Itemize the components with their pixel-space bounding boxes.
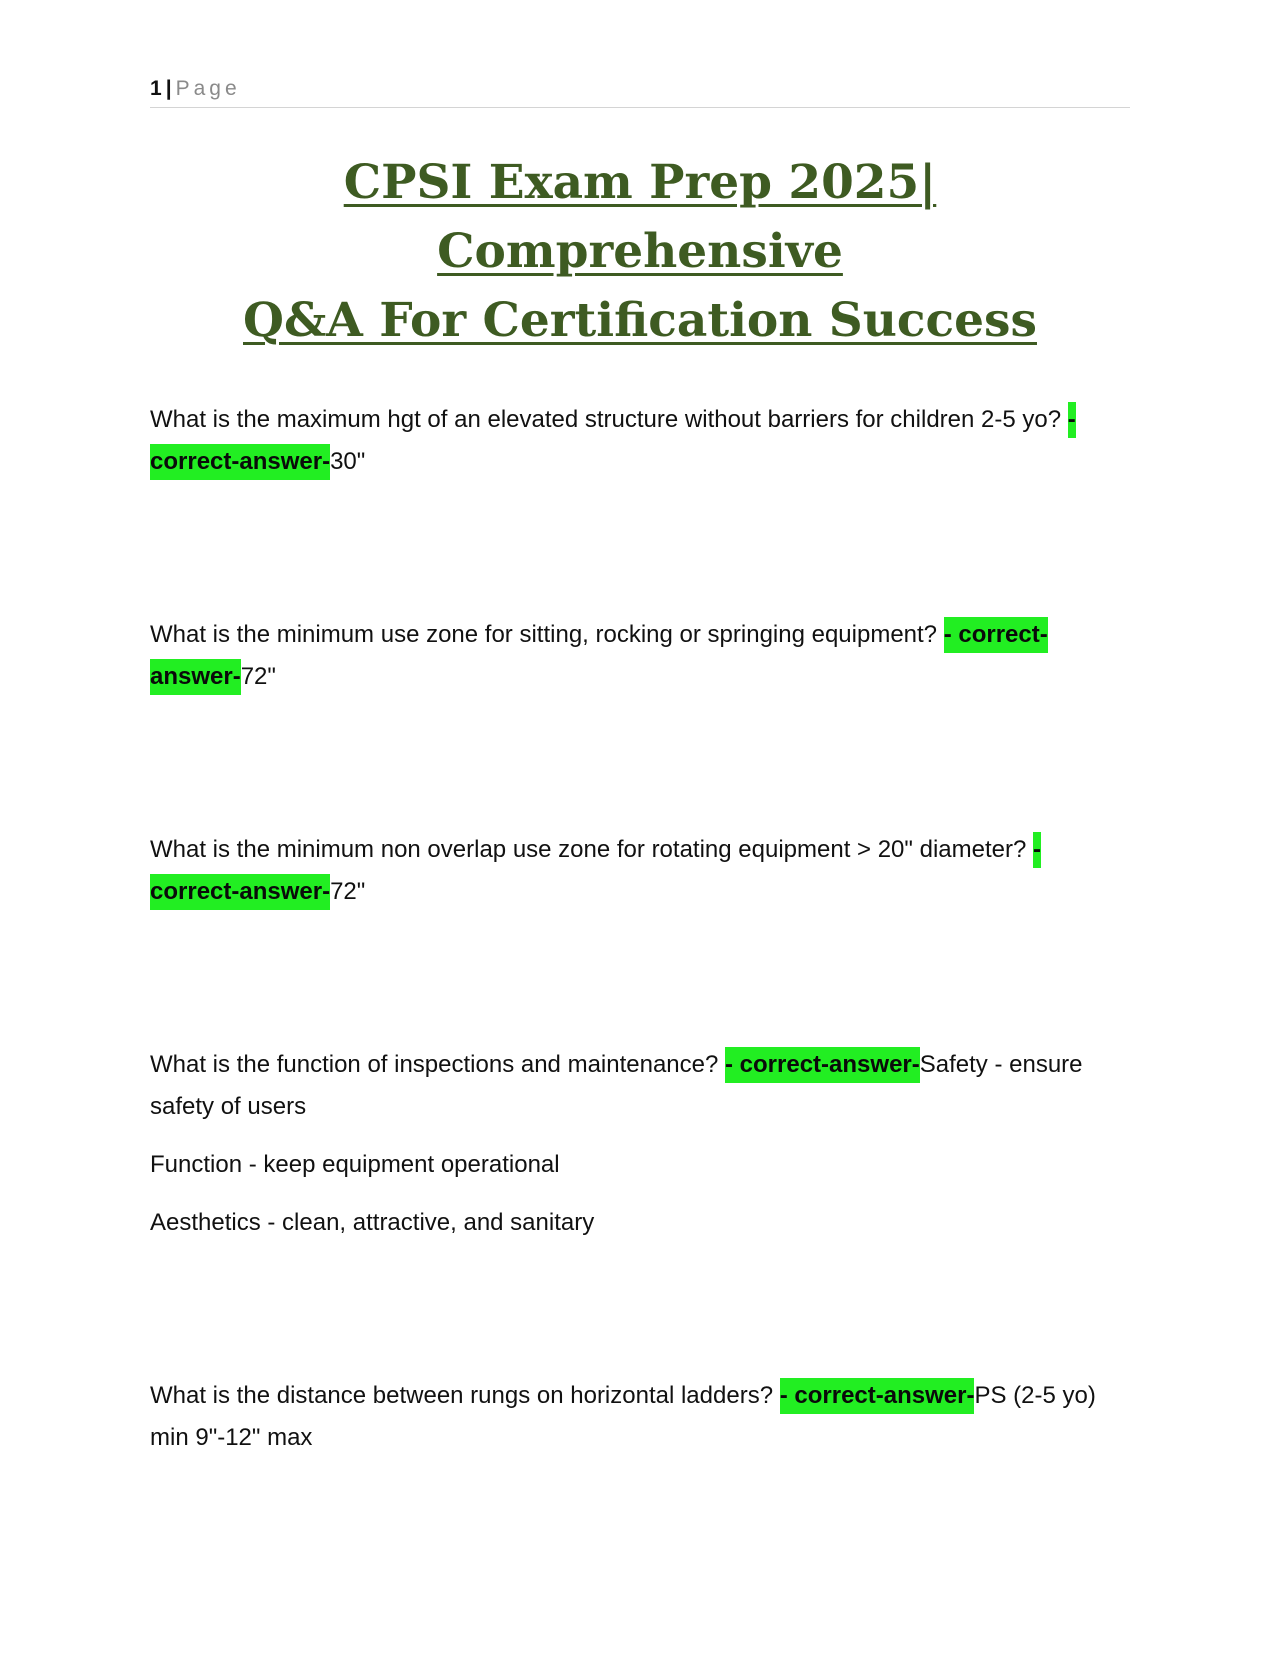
correct-answer-marker: - correct-answer- <box>150 832 1041 910</box>
page-header <box>150 74 1130 108</box>
page-label: Page <box>175 77 241 100</box>
qa-paragraph <box>150 614 1130 698</box>
page-separator: | <box>165 77 172 100</box>
qa-item <box>150 829 1130 913</box>
document-page <box>150 0 1130 1656</box>
answer-text: 72" <box>240 663 276 690</box>
qa-paragraph <box>150 829 1130 913</box>
question-text: What is the minimum use zone for sitting, rocking or springing equipment? <box>150 621 944 648</box>
document-title <box>150 148 1130 355</box>
qa-item <box>150 399 1130 483</box>
qa-paragraph <box>150 1375 1130 1459</box>
answer-detail-line: Function - keep equipment operational <box>150 1151 560 1178</box>
question-text: What is the minimum non overlap use zone for rotating equipment > 20" diameter? <box>150 836 1033 863</box>
answer-detail-line: Aesthetics - clean, attractive, and sanitary <box>150 1209 595 1236</box>
correct-answer-marker: - correct-answer- <box>725 1047 920 1083</box>
title-line-2: Q&A For Certification Success <box>243 293 1037 348</box>
answer-text: 30" <box>330 448 366 475</box>
qa-item <box>150 1044 1130 1244</box>
correct-answer-marker: - correct-answer- <box>150 402 1076 480</box>
question-text: What is the distance between rungs on horizontal ladders? <box>150 1382 780 1409</box>
answer-text: Safety - ensure safety of users <box>150 1051 1083 1120</box>
answer-text: PS (2-5 yo) min 9"-12" max <box>150 1382 1096 1451</box>
question-text: What is the function of inspections and maintenance? <box>150 1051 726 1078</box>
question-text: What is the maximum hgt of an elevated structure without barriers for children 2-5 yo? <box>150 406 1068 433</box>
page-number: 1 <box>150 77 162 100</box>
qa-paragraph <box>150 399 1130 483</box>
qa-item <box>150 614 1130 698</box>
qa-paragraph <box>150 1044 1130 1128</box>
title-line-1: CPSI Exam Prep 2025| Comprehensive <box>343 155 937 279</box>
qa-item <box>150 1375 1130 1459</box>
answer-text: 72" <box>330 878 366 905</box>
correct-answer-marker: - correct-answer- <box>780 1378 975 1414</box>
correct-answer-marker: - correct-answer- <box>150 617 1048 695</box>
